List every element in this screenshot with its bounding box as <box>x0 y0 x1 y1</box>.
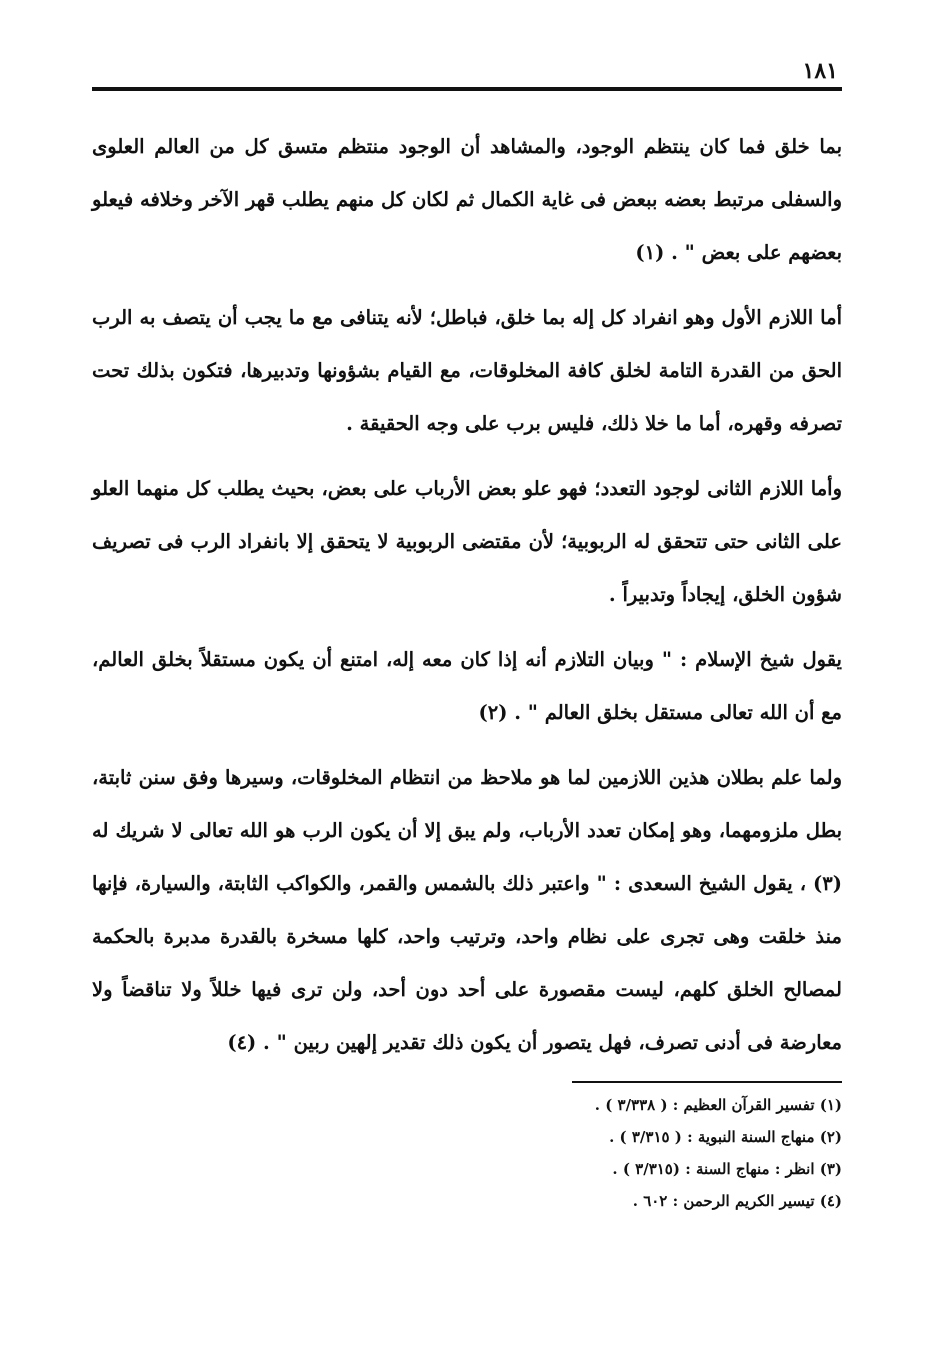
paragraph: يقول شيخ الإسلام : " وبيان التلازم أنه إذا كان معه إله، امتنع أن يكون مستقلاً بخلق العالم، مع أن الله تعالى مستقل بخلق العالم " . (٢) <box>92 648 842 724</box>
footnotes <box>92 1089 842 1217</box>
body-text <box>92 120 842 1069</box>
footnote: (٤) تيسير الكريم الرحمن : ٦٠٢ . <box>632 1192 842 1210</box>
page-header <box>92 56 842 90</box>
page-number: ١٨١ <box>802 58 838 84</box>
footnote: (٣) انظر : منهاج السنة : (٣/٣١٥ ) . <box>612 1160 842 1178</box>
footnote: (٢) منهاج السنة النبوية : ( ٣/٣١٥ ) . <box>609 1128 842 1146</box>
paragraph: بما خلق فما كان ينتظم الوجود، والمشاهد أن الوجود منتظم متسق كل من العالم العلوى والسفلى مرتبط بعضه ببعض فى غاية الكمال ثم لكان كل منهم يطلب قهر الآخر وخلافه فيعلو بعضهم على بعض " . (١) <box>92 135 842 264</box>
header-rule <box>92 87 842 91</box>
paragraph: ولما علم بطلان هذين اللازمين لما هو ملاحظ من انتظام المخلوقات، وسيرها وفق سنن ثابتة، بطل ملزومهما، وهو إمكان تعدد الأرباب، ولم يبق إلا أن يكون الرب هو الله تعالى لا شريك له (٣) ، يقول الشيخ السعدى : " واعتبر ذلك بالشمس والقمر، والكواكب الثابتة، والسيارة، فإنها منذ خلقت وهى تجرى على نظام واحد، وترتيب واحد، كلها مسخرة بالقدرة مدبرة بالحكمة لمصالح الخلق كلهم، ليست مقصورة على أحد دون أحد، ولن ترى فيها خللاً ولا تناقضاً ولا معارضة فى أدنى تصرف، فهل يتصور أن يكون ذلك تقدير إلهين ربين " . (٤) <box>92 766 842 1054</box>
footnote-rule <box>572 1081 842 1083</box>
paragraph: أما اللازم الأول وهو انفراد كل إله بما خلق، فباطل؛ لأنه يتنافى مع ما يجب أن يتصف به الرب الحق من القدرة التامة لخلق كافة المخلوقات، مع القيام بشؤونها وتدبيرها، فتكون بذلك تحت تصرفه وقهره، أما ما خلا ذلك، فليس برب على وجه الحقيقة . <box>92 306 842 435</box>
footnote: (١) تفسير القرآن العظيم : ( ٣/٣٣٨ ) . <box>594 1096 842 1114</box>
paragraph: وأما اللازم الثانى لوجود التعدد؛ فهو علو بعض الأرباب على بعض، بحيث يطلب كل منهما العلو على الثانى حتى تتحقق له الربوبية؛ لأن مقتضى الربوبية لا يتحقق إلا بانفراد الرب فى تصريف شؤون الخلق، إيجاداً وتدبيراً . <box>92 477 842 606</box>
page <box>92 56 842 1217</box>
